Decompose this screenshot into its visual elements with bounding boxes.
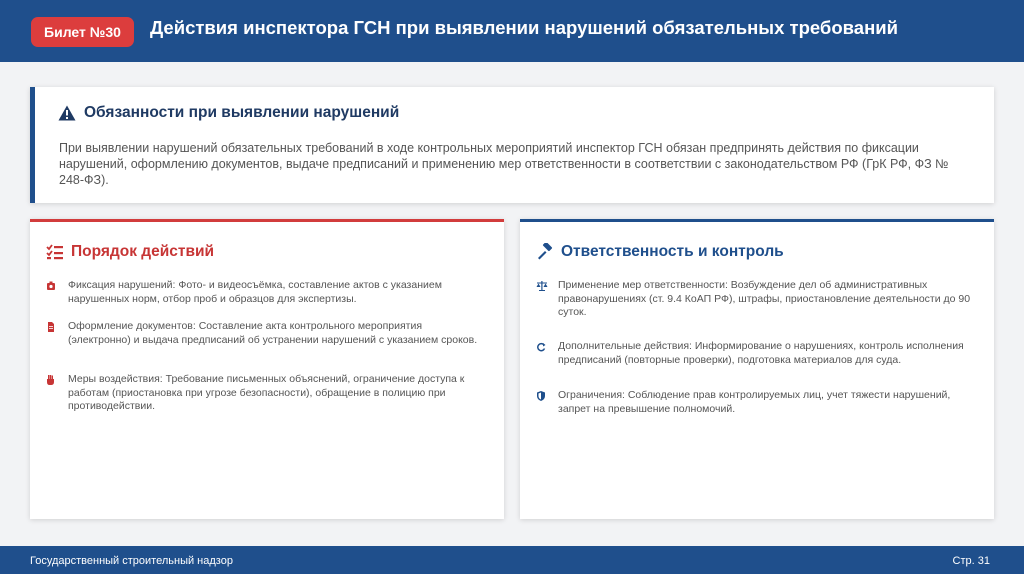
- footer-org: Государственный строительный надзор: [30, 555, 233, 567]
- refresh-icon: [536, 342, 550, 352]
- ticket-badge: Билет №30: [31, 17, 134, 47]
- procedure-panel: [30, 219, 504, 519]
- warning-icon: [58, 105, 76, 121]
- item-text: Ограничения: Соблюдение прав контролируемых лиц, учет тяжести нарушений, запрет на превышение полномочий.: [558, 389, 951, 415]
- list-item: [536, 340, 976, 367]
- item-text: Дополнительные действия: Информирование о нарушениях, контроль исполнения предписаний (повторные проверки), подготовка материалов для суда.: [558, 340, 964, 366]
- checklist-icon: [46, 243, 64, 261]
- hand-icon: [46, 375, 60, 385]
- item-text: Применение мер ответственности: Возбуждение дел об административных правонарушениях (ст. 9.4 КоАП РФ), штрафы, приостановление деятельности до 90 суток.: [558, 279, 971, 318]
- duties-card: [30, 87, 994, 203]
- item-text: Меры воздействия: Требование письменных объяснений, ограничение доступа к работам (приостановка при угрозе безопасности), обращение в полицию при противодействии.: [68, 373, 465, 412]
- document-icon: [46, 322, 60, 332]
- page-number: Стр. 31: [952, 555, 990, 567]
- shield-icon: [536, 391, 550, 401]
- item-text: Оформление документов: Составление акта контрольного мероприятия (электронно) и выдача предписаний об устранении нарушений с указанием сроков.: [68, 320, 478, 346]
- procedure-heading: [46, 243, 214, 261]
- responsibility-heading-text: Ответственность и контроль: [561, 243, 784, 260]
- footer-bar: [0, 546, 1024, 574]
- list-item: [46, 320, 486, 347]
- page-title: Действия инспектора ГСН при выявлении нарушений обязательных требований: [150, 17, 898, 38]
- scales-icon: [536, 281, 550, 291]
- list-item: [46, 373, 486, 414]
- duties-heading: [58, 104, 399, 122]
- camera-icon: [46, 281, 60, 291]
- list-item: [536, 389, 976, 416]
- duties-heading-text: Обязанности при выявлении нарушений: [84, 104, 400, 121]
- responsibility-panel: [520, 219, 994, 519]
- gavel-icon: [536, 243, 554, 261]
- list-item: [536, 279, 976, 320]
- item-text: Фиксация нарушений: Фото- и видеосъёмка, составление актов с указанием нарушенных норм, отбор проб и образцов для экспертизы.: [68, 279, 442, 305]
- duties-text: При выявлении нарушений обязательных требований в ходе контрольных мероприятий инспектор ГСН обязан предпринять действия по фиксации нарушений, оформлению документов, выдаче предписаний и применению мер ответственности в соответствии с законодательством РФ (ГрК РФ, ФЗ № 248-ФЗ).: [59, 141, 949, 187]
- procedure-heading-text: Порядок действий: [71, 243, 215, 260]
- responsibility-heading: [536, 243, 784, 261]
- list-item: [46, 279, 486, 306]
- header-bar: [0, 0, 1024, 62]
